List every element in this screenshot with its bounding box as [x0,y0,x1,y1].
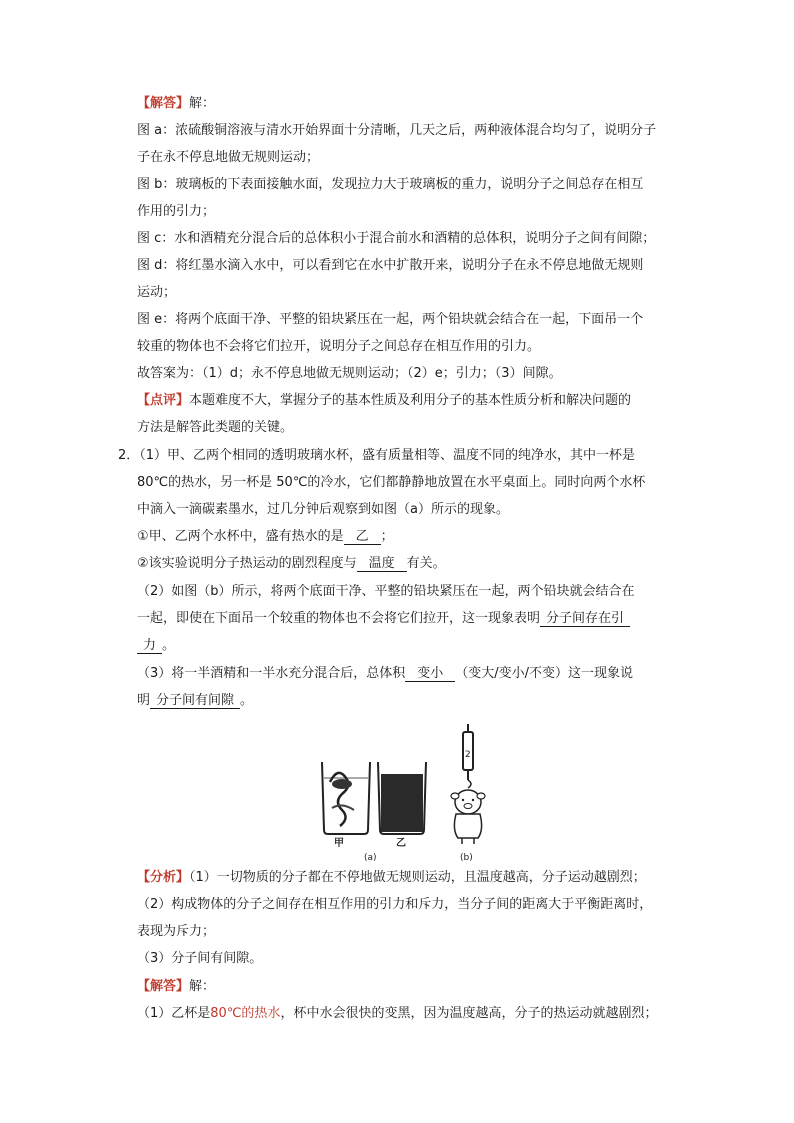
q2-part1-line1: （1）甲、乙两个相同的透明玻璃水杯，盛有质量相等、温度不同的纯净水，其中一杯是 [139,448,636,463]
answer-heading-1 [137,95,215,113]
comment-text: 本题难度不大，掌握分子的基本性质及利用分子的基本性质分析和解决问题的 [189,393,632,408]
answer-heading-2 [137,978,215,996]
answer-blank-gap: 分子间有间隙 [150,693,240,709]
fig-b-cont: 作用的引力； [137,204,216,219]
q2-sub2-end: 有关。 [406,556,446,571]
answer-blank-volume: 变小 [405,666,455,682]
q2-part2-line1: （2）如图（b）所示，将两个底面干净、平整的铅块紧压在一起，两个铅块就会结合在 [137,584,635,599]
q2-part3-options: （变大/变小/不变）这一现象说 [455,666,634,681]
cup-jia-icon [322,762,370,834]
answer-tag-2: 【解答】 [137,979,190,994]
analysis-line-2: （2）构成物体的分子之间存在相互作用的引力和斥力，当分子间的距离大于平衡距离时， [137,897,653,912]
answer-line-1-start: （1）乙杯是 [137,1006,211,1021]
q2-part2-text: 一起，即使在下面吊一个较重的物体也不会将它们拉开，这一现象表明 [137,611,541,626]
cup-yi-icon [378,762,426,834]
toy-pig-icon [451,790,485,844]
experiment-figure [312,722,502,862]
q2-sub1-text: ①甲、乙两个水杯中，盛有热水的是 [137,529,344,544]
q2-part2-end: 。 [162,638,176,653]
q2-sub1-end: ； [380,529,394,544]
analysis-line-2-cont: 表现为斥力； [137,924,216,939]
q2-part3-text2: 明 [137,693,151,708]
label-jia: 甲 [334,838,344,849]
fig-e-cont: 较重的物体也不会将它们拉开，说明分子之间总存在相互作用的引力。 [137,339,541,354]
fig-a-text: 图 a：浓硫酸铜溶液与清水开始界面十分清晰，几天之后，两种液体混合均匀了，说明分子 [137,123,657,138]
fig-e-text: 图 e：将两个底面干净、平整的铅块紧压在一起，两个铅块就会结合在一起，下面吊一个 [137,312,644,327]
q2-sub1 [137,528,394,546]
answer-blank-attraction-a: 分子间存在引 [540,611,630,627]
comment-tag: 【点评】 [137,393,190,408]
answer-blank-attraction-b: 力 [137,638,162,654]
q2-part2-line3 [137,637,175,655]
fig-b-text: 图 b：玻璃板的下表面接触水面，发现拉力大于玻璃板的重力，说明分子之间总存在相互 [137,177,644,192]
label-b: (b) [460,853,473,862]
q2-sub2 [137,555,446,573]
q2-part1-line3: 中滴入一滴碳素墨水，过几分钟后观察到如图（a）所示的现象。 [137,502,509,517]
fig-d-cont: 运动； [137,285,177,300]
comment-cont: 方法是解答此类题的关键。 [137,420,294,435]
answer-line-1 [137,1005,657,1023]
analysis-text-1: （1）一切物质的分子都在不停地做无规则运动，且温度越高，分子运动越剧烈； [189,870,646,885]
final-answer: 故答案为：（1）d；永不停息地做无规则运动；（2）e；引力；（3）间隙。 [137,366,562,381]
answer-blank-temperature: 温度 [357,556,407,572]
answer-word: 解： [189,96,216,111]
answer-word-2: 解： [189,979,216,994]
fig-c-text: 图 c：水和酒精充分混合后的总体积小于混合前水和酒精的总体积，说明分子之间有间隙； [137,231,656,246]
answer-line-1-end: ，杯中水会很快的变黑，因为温度越高，分子的热运动就越剧烈； [280,1006,658,1021]
q2-part1-line2: 80℃的热水，另一杯是 50℃的冷水，它们都静静地放置在水平桌面上。同时向两个水杯 [137,475,646,490]
question-2-first-line [118,447,635,465]
analysis-line-3: （3）分子间有间隙。 [137,951,263,966]
question-number: 2． [118,448,140,463]
label-a: (a) [364,853,377,862]
q2-part3-end: 。 [240,693,254,708]
q2-sub2-text: ②该实验说明分子热运动的剧烈程度与 [137,556,357,571]
answer-blank-hot-cup: 乙 [344,529,381,545]
analysis-line-1 [137,869,646,887]
q2-part3-line2 [137,692,253,710]
analysis-tag: 【分析】 [137,870,190,885]
q2-part3-text: （3）将一半酒精和一半水充分混合后，总体积 [137,666,406,681]
label-yi: 乙 [396,838,406,849]
scale-mark: 2 [465,750,471,760]
fig-a-cont: 子在永不停息地做无规则运动； [137,150,320,165]
answer-tag: 【解答】 [137,96,190,111]
q2-part3-line1 [137,665,633,683]
answer-line-1-highlight: 80℃的热水 [210,1006,281,1021]
q2-part2-line2 [137,610,630,628]
fig-d-text: 图 d：将红墨水滴入水中，可以看到它在水中扩散开来，说明分子在永不停息地做无规则 [137,258,644,273]
comment-line [137,392,631,410]
